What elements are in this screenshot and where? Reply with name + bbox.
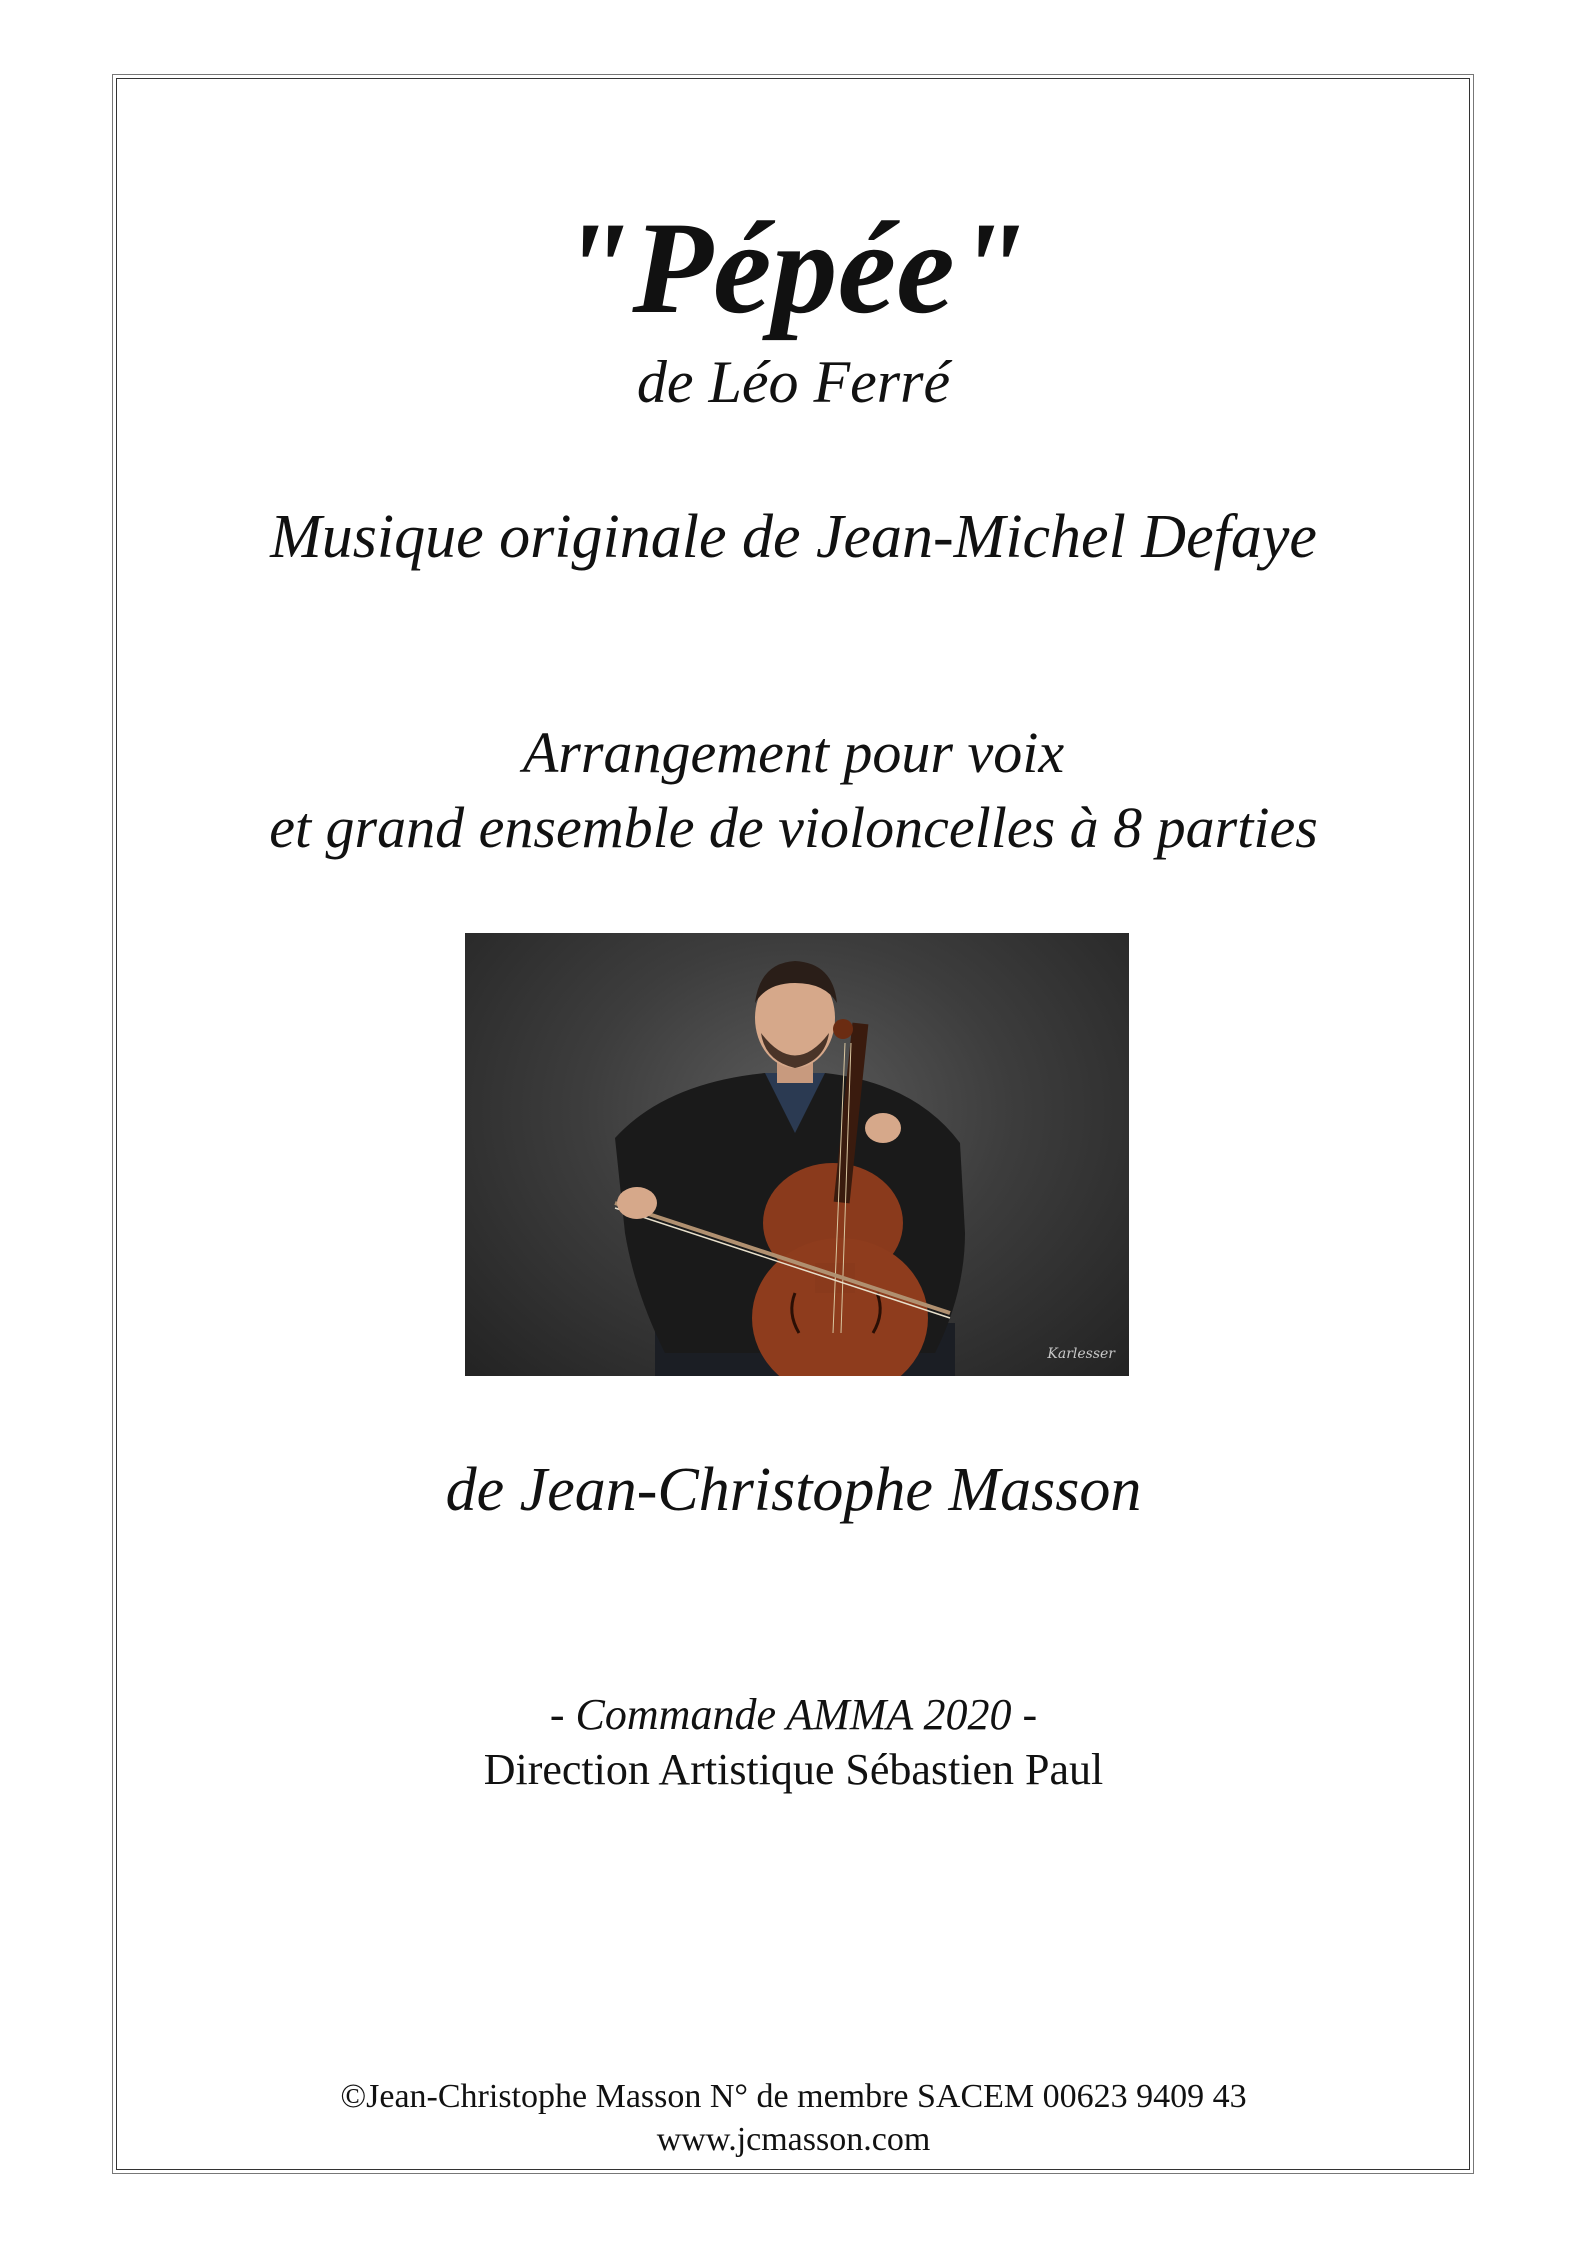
commission-dash-left: - xyxy=(549,1690,576,1739)
commission-text: Commande AMMA 2020 xyxy=(575,1690,1012,1739)
original-music-credit: Musique originale de Jean-Michel Defaye xyxy=(270,503,1317,571)
arrangement-line-1: Arrangement pour voix xyxy=(522,720,1065,785)
arranger-line: de Jean-Christophe Masson xyxy=(445,1456,1142,1524)
cellist-illustration xyxy=(465,933,1129,1376)
cellist-photo xyxy=(465,933,1129,1376)
arrangement-line-2: et grand ensemble de violoncelles à 8 parties xyxy=(269,795,1318,860)
score-title: "Pépée" xyxy=(559,194,1028,341)
commission-dash-right: - xyxy=(1011,1690,1038,1739)
commission-line xyxy=(0,1690,1587,1741)
copyright-notice: ©Jean-Christophe Masson N° de membre SACEM 00623 9409 43 xyxy=(340,2078,1247,2115)
artistic-direction-line: Direction Artistique Sébastien Paul xyxy=(483,1745,1104,1794)
composer-line: de Léo Ferré xyxy=(636,349,951,415)
website-link[interactable]: www.jcmasson.com xyxy=(656,2121,931,2158)
photographer-signature: Karlesser xyxy=(1047,1346,1115,1362)
